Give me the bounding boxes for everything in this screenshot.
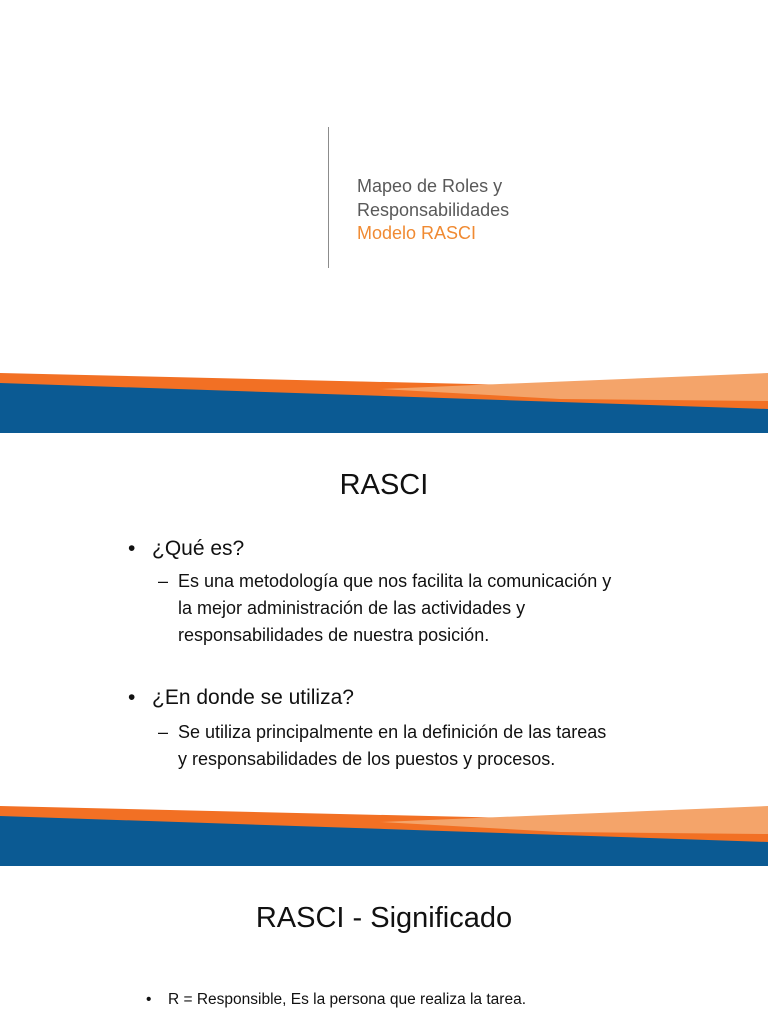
dash-icon: – — [158, 571, 169, 591]
title-line-1: Mapeo de Roles y — [357, 176, 503, 196]
sub-bullet-item — [158, 568, 618, 649]
decorative-band — [0, 373, 768, 433]
slide-heading: RASCI - Significado — [255, 902, 513, 934]
list-item — [146, 991, 526, 1009]
title-line-2: Responsabilidades — [357, 199, 510, 220]
bullet-icon: • — [128, 686, 136, 709]
subtitle: Modelo RASCI — [357, 223, 477, 243]
list-item-text: R = Responsible, Es la persona que realiza la tarea. — [168, 991, 526, 1008]
sub-bullet-text: Se utiliza principalmente en la definición de las tareas y responsabilidades de los puestos y procesos. — [178, 722, 607, 769]
sub-bullet-item — [158, 719, 618, 773]
title-divider — [328, 127, 329, 268]
bullet-icon: • — [128, 537, 136, 560]
slide-rasci-significado — [0, 866, 768, 1024]
decorative-band — [0, 806, 768, 866]
sub-bullet-text: Es una metodología que nos facilita la comunicación y la mejor administración de las actividades y responsabilidades de nuestra posición. — [178, 571, 612, 645]
slide-title — [0, 0, 768, 433]
bullet-item — [128, 686, 354, 710]
slide-heading: RASCI — [339, 469, 429, 501]
bullet-text: ¿Qué es? — [152, 537, 245, 560]
title-block — [357, 175, 509, 246]
dash-icon: – — [158, 722, 169, 742]
slide-rasci — [0, 433, 768, 866]
bullet-item — [128, 537, 244, 561]
bullet-text: ¿En donde se utiliza? — [152, 686, 354, 709]
bullet-icon: • — [146, 991, 152, 1008]
